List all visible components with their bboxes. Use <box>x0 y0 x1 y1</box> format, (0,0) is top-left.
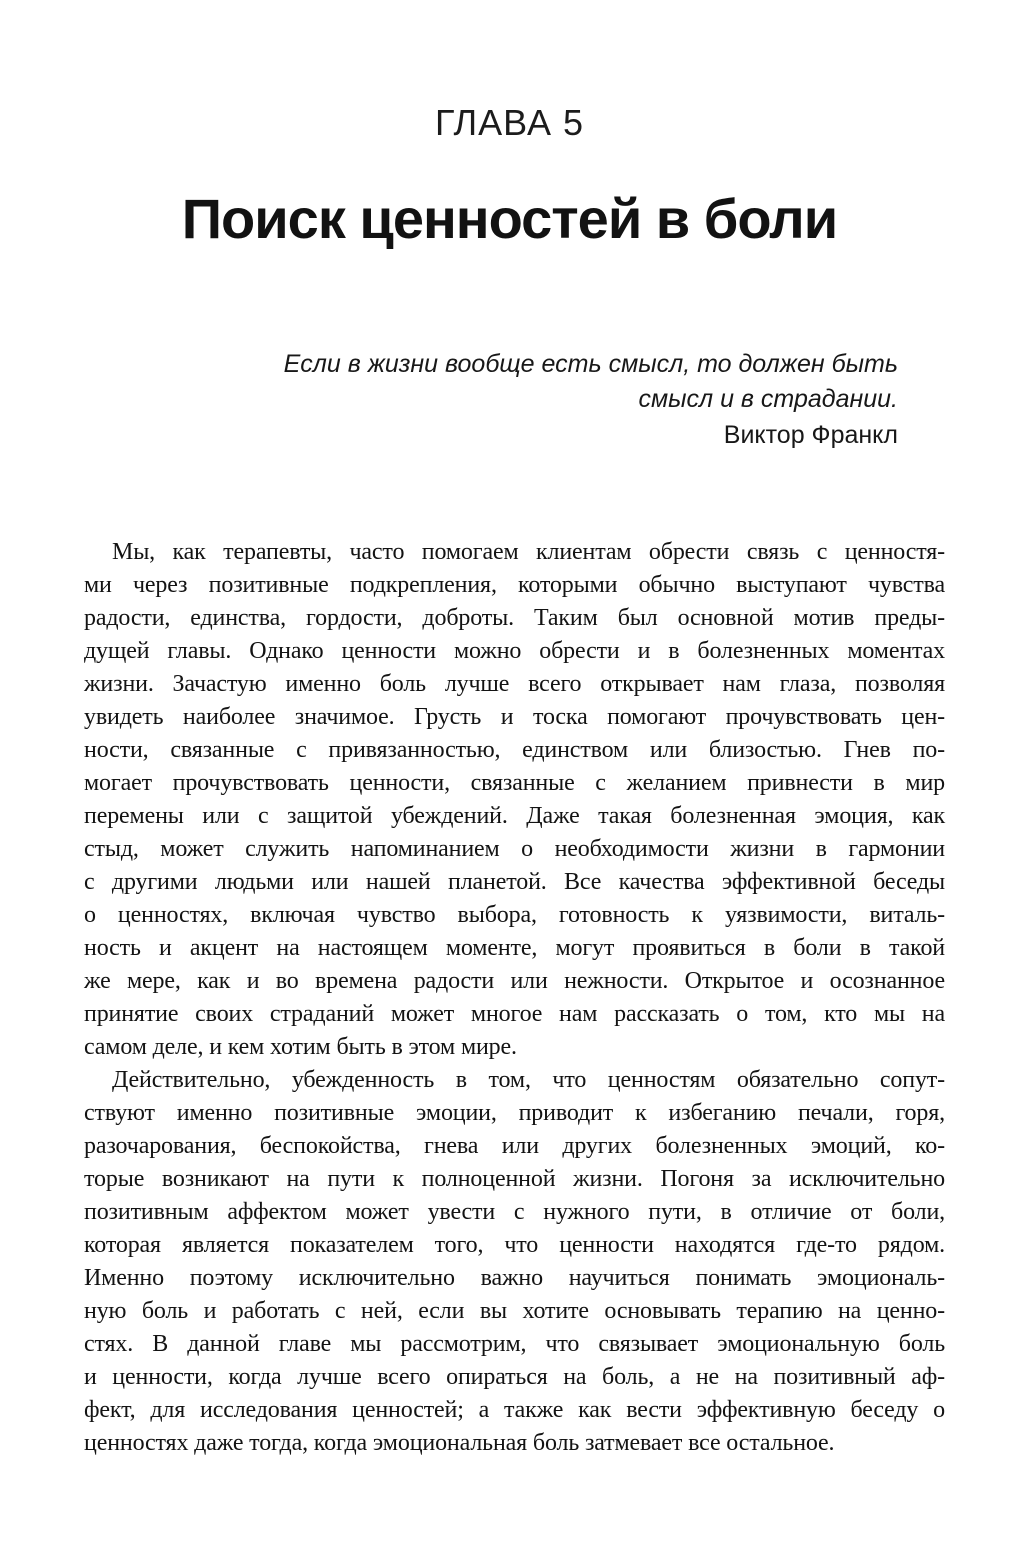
epigraph-author: Виктор Франкл <box>723 421 898 449</box>
epigraph <box>238 347 898 453</box>
text-line: которая является показателем того, что ценности находятся где-то рядом. <box>84 1232 945 1258</box>
text-line: и ценности, когда лучше всего опираться на боль, а не на позитивный аф- <box>84 1364 945 1390</box>
text-line: Мы, как терапевты, часто помогаем клиентам обрести связь с ценностя- <box>112 539 945 565</box>
text-line: Если в жизни вообще есть смысл, то должен быть <box>283 350 898 378</box>
text-line: позитивным аффектом может увести с нужного пути, в отличие от боли, <box>84 1199 945 1225</box>
paragraph-2 <box>84 1064 945 1460</box>
text-line: с другими людьми или нашей планетой. Все качества эффективной беседы <box>84 869 945 895</box>
paragraph-1 <box>84 536 945 1064</box>
text-line: самом деле, и кем хотим быть в этом мире. <box>84 1034 517 1060</box>
text-line: Действительно, убежденность в том, что ценностям обязательно сопут- <box>112 1067 945 1093</box>
page-title: Поиск ценностей в боли <box>181 187 838 250</box>
body-text <box>84 536 945 1460</box>
text-line: фект, для исследования ценностей; а также как вести эффективную беседу о <box>84 1397 945 1423</box>
text-line: же мере, как и во времена радости или нежности. Открытое и осознанное <box>84 968 945 994</box>
text-line: радости, единства, гордости, доброты. Таким был основной мотив преды- <box>84 605 945 631</box>
epigraph-text <box>238 347 898 417</box>
text-line: жизни. Зачастую именно боль лучше всего открывает нам глаза, позволяя <box>84 671 945 697</box>
text-line: принятие своих страданий может многое нам рассказать о том, кто мы на <box>84 1001 945 1027</box>
text-line: дущей главы. Однако ценности можно обрести и в болезненных моментах <box>84 638 945 664</box>
text-line: ность и акцент на настоящем моменте, могут проявиться в боли в такой <box>84 935 945 961</box>
text-line: перемены или с защитой убеждений. Даже такая болезненная эмоция, как <box>84 803 945 829</box>
text-line: могает прочувствовать ценности, связанные с желанием привнести в мир <box>84 770 945 796</box>
text-line: разочарования, беспокойства, гнева или других болезненных эмоций, ко- <box>84 1133 945 1159</box>
text-line: о ценностях, включая чувство выбора, готовность к уязвимости, виталь- <box>84 902 945 928</box>
text-line: стях. В данной главе мы рассмотрим, что связывает эмоциональную боль <box>84 1331 945 1357</box>
text-line: ности, связанные с привязанностью, единством или близостью. Гнев по- <box>84 737 945 763</box>
text-line: ствуют именно позитивные эмоции, приводит к избеганию печали, горя, <box>84 1100 945 1126</box>
text-line: Именно поэтому исключительно важно научиться понимать эмоциональ- <box>84 1265 945 1291</box>
text-line: стыд, может служить напоминанием о необходимости жизни в гармонии <box>84 836 945 862</box>
text-line: смысл и в страдании. <box>638 385 898 413</box>
text-line: ми через позитивные подкрепления, которыми обычно выступают чувства <box>84 572 945 598</box>
text-line: увидеть наиболее значимое. Грусть и тоска помогают прочувствовать цен- <box>84 704 945 730</box>
text-line: торые возникают на пути к полноценной жизни. Погоня за исключительно <box>84 1166 945 1192</box>
text-line: ную боль и работать с ней, если вы хотите основывать терапию на ценно- <box>84 1298 945 1324</box>
text-line: ценностях даже тогда, когда эмоциональная боль затмевает все остальное. <box>84 1430 835 1456</box>
chapter-label: ГЛАВА 5 <box>435 102 584 143</box>
